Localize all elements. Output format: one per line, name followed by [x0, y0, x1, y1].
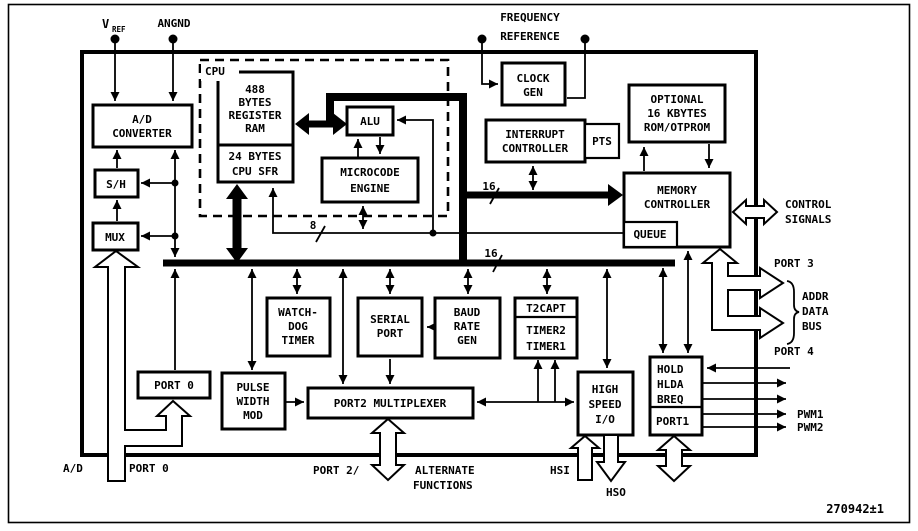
- pts-label: PTS: [592, 135, 612, 148]
- baud-label-1: BAUD: [453, 306, 481, 319]
- rom-label-2: 16 KBYTES: [647, 107, 707, 120]
- queue-label: QUEUE: [633, 228, 667, 241]
- port2-pin-label: PORT 2/: [313, 464, 360, 477]
- watchdog-label-2: DOG: [288, 320, 308, 333]
- memctl-label-1: MEMORY: [657, 184, 697, 197]
- hsio-label-1: HIGH: [591, 383, 619, 396]
- pwm-mod-label-2: WIDTH: [236, 395, 270, 408]
- timer-label-3: TIMER1: [526, 340, 566, 353]
- vref-sub-label: REF: [112, 25, 126, 34]
- port0-pin-label: PORT 0: [129, 462, 169, 475]
- hsi-pin-label: HSI: [550, 464, 570, 477]
- adc-label-2: CONVERTER: [112, 127, 172, 140]
- watchdog-label-3: TIMER: [281, 334, 315, 347]
- control-signals-label-1: CONTROL: [785, 198, 832, 211]
- pwm2-label: PWM2: [797, 421, 824, 434]
- alu-label: ALU: [360, 115, 380, 128]
- hso-open-arrow: [597, 435, 625, 481]
- ram-label-2: BYTES: [238, 96, 272, 109]
- sfr-label-2: CPU SFR: [231, 165, 279, 178]
- timer-label-1: T2CAPT: [526, 302, 566, 315]
- hsio-label-3: I/O: [595, 413, 615, 426]
- figure-number: 270942±1: [826, 502, 884, 516]
- hsio-label-2: SPEED: [588, 398, 622, 411]
- freq-ref-label-2: REFERENCE: [500, 30, 560, 43]
- ram-label-1: 488: [245, 83, 265, 96]
- pwm1-label: PWM1: [797, 408, 824, 421]
- sfr-label-1: 24 BYTES: [228, 150, 282, 163]
- breq-label: BREQ: [657, 393, 684, 406]
- port3-label: PORT 3: [774, 257, 814, 270]
- pwm-mod-label-1: PULSE: [236, 381, 270, 394]
- bus-label: BUS: [802, 320, 822, 333]
- watchdog-label-1: WATCH-: [278, 306, 318, 319]
- data-label: DATA: [802, 305, 829, 318]
- baud-label-2: RATE: [453, 320, 481, 333]
- baud-label-3: GEN: [457, 334, 477, 347]
- addr-label: ADDR: [802, 290, 829, 303]
- bus8-label: 8: [309, 219, 317, 232]
- vref-label: V: [102, 17, 110, 31]
- microcode-label-2: ENGINE: [350, 182, 390, 195]
- bus16-mem-label: 16: [482, 180, 496, 193]
- timer-label-2: TIMER2: [526, 324, 566, 337]
- addr-data-bus-open-arrows: [703, 249, 783, 338]
- port2-open-arrow: [372, 419, 404, 480]
- sh-label: S/H: [106, 178, 126, 191]
- memctl-label-2: CONTROLLER: [643, 198, 711, 211]
- serial-label-2: PORT: [376, 327, 404, 340]
- port0-label: PORT 0: [154, 379, 194, 392]
- control-signals-label-2: SIGNALS: [785, 213, 832, 226]
- port4-label: PORT 4: [774, 345, 814, 358]
- ram-label-4: RAM: [245, 122, 265, 135]
- hold-label: HOLD: [657, 363, 684, 376]
- rom-label-3: ROM/OTPROM: [643, 121, 711, 134]
- mux-label: MUX: [105, 231, 125, 244]
- interrupt-label-2: CONTROLLER: [501, 142, 569, 155]
- ad-pin-label: A/D: [63, 462, 83, 475]
- port2mux-label: PORT2 MULTIPLEXER: [333, 397, 447, 410]
- alt-functions-label-1: ALTERNATE: [415, 464, 475, 477]
- cpu-label: CPU: [205, 65, 225, 78]
- hsi-open-arrow: [571, 436, 599, 480]
- clock-label-1: CLOCK: [516, 72, 550, 85]
- port1-open-arrow: [658, 436, 690, 481]
- hlda-label: HLDA: [657, 378, 684, 391]
- clock-label-2: GEN: [523, 86, 543, 99]
- adc-block: [93, 105, 192, 147]
- rom-label-1: OPTIONAL: [650, 93, 704, 106]
- hso-pin-label: HSO: [606, 486, 626, 499]
- alt-functions-label-2: FUNCTIONS: [413, 479, 473, 492]
- adc-label-1: A/D: [132, 113, 152, 126]
- port1-label: PORT1: [656, 415, 690, 428]
- addr-data-bus-brace: [787, 281, 799, 344]
- freq-ref-label-1: FREQUENCY: [500, 11, 560, 24]
- angnd-label: ANGND: [157, 17, 191, 30]
- ram-label-3: REGISTER: [228, 109, 282, 122]
- pwm-mod-label-3: MOD: [243, 409, 263, 422]
- microcode-label-1: MICROCODE: [340, 166, 400, 179]
- bus16-main-label: 16: [484, 247, 498, 260]
- interrupt-label-1: INTERRUPT: [505, 128, 565, 141]
- serial-label-1: SERIAL: [370, 313, 410, 326]
